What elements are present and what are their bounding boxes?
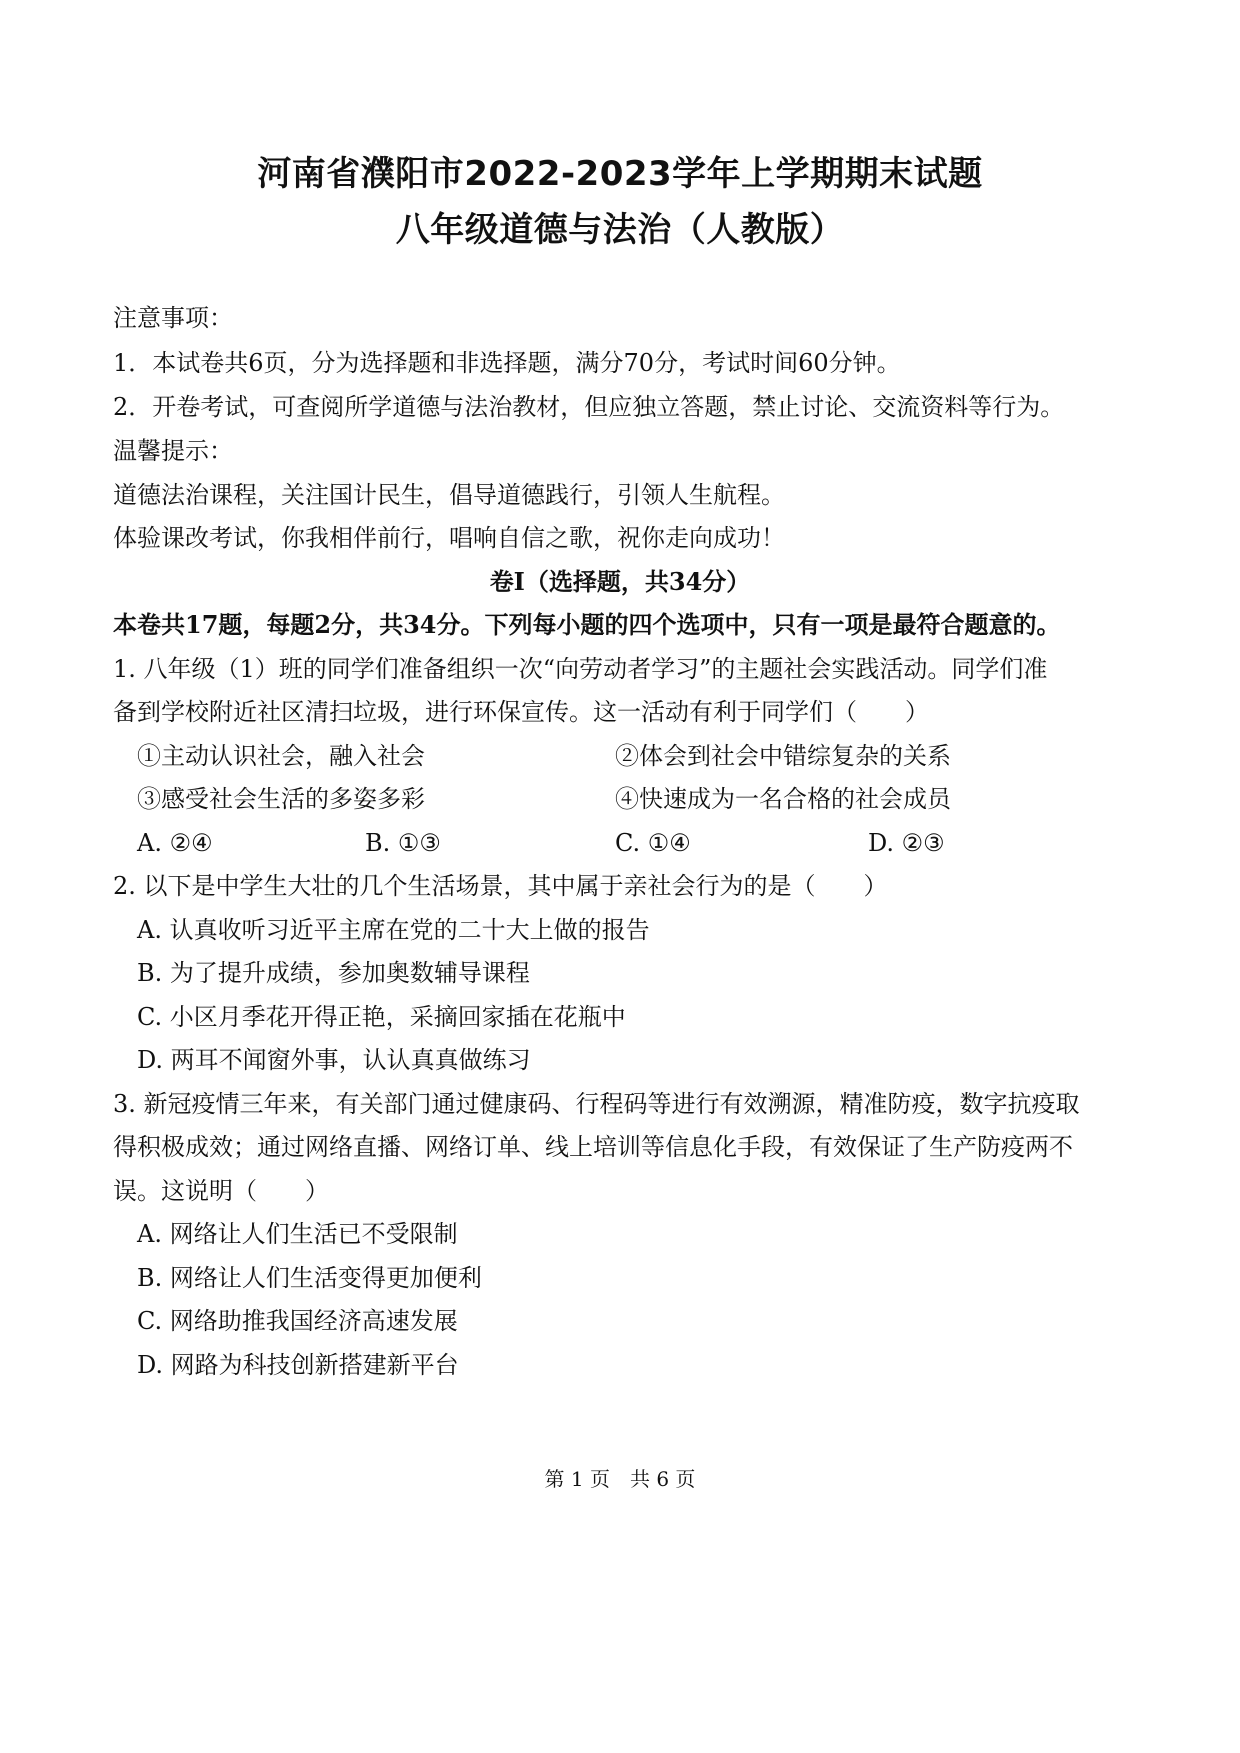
- notice-item: 2．开卷考试，可查阅所学道德与法治教材，但应独立答题，禁止讨论、交流资料等行为。: [113, 393, 1065, 421]
- question-statement: ④快速成为一名合格的社会成员: [615, 785, 951, 813]
- answer-option-d: D. ②③: [868, 829, 945, 857]
- question-stem: 1. 八年级（1）班的同学们准备组织一次“向劳动者学习”的主题社会实践活动。同学们准: [113, 655, 1048, 683]
- section-instruction: 本卷共17题，每题2分，共34分。下列每小题的四个选项中，只有一项是最符合题意的。: [113, 610, 1061, 639]
- answer-option-c: C. ①④: [615, 829, 691, 857]
- answer-option-b: B. 网络让人们生活变得更加便利: [137, 1264, 482, 1292]
- answer-option-b: B. ①③: [365, 829, 441, 857]
- question-stem: 3. 新冠疫情三年来，有关部门通过健康码、行程码等进行有效溯源，精准防疫，数字抗疫取: [113, 1090, 1080, 1118]
- exam-subtitle: 八年级道德与法治（人教版）: [395, 210, 845, 250]
- answer-option-d: D. 网路为科技创新搭建新平台: [137, 1351, 459, 1379]
- answer-option-a: A. 认真收听习近平主席在党的二十大上做的报告: [137, 916, 650, 944]
- question-stem: 备到学校附近社区清扫垃圾，进行环保宣传。这一活动有利于同学们（ ）: [113, 698, 929, 726]
- question-stem: 2. 以下是中学生大壮的几个生活场景，其中属于亲社会行为的是（ ）: [113, 872, 888, 900]
- page-number: 第 1 页 共 6 页: [544, 1467, 696, 1491]
- answer-option-c: C. 网络助推我国经济高速发展: [137, 1307, 458, 1335]
- answer-option-c: C. 小区月季花开得正艳，采摘回家插在花瓶中: [137, 1003, 626, 1031]
- answer-option-a: A. 网络让人们生活已不受限制: [137, 1220, 458, 1248]
- question-statement: ①主动认识社会，融入社会: [137, 742, 425, 770]
- exam-title: 河南省濮阳市2022-2023学年上学期期末试题: [257, 154, 983, 194]
- question-statement: ③感受社会生活的多姿多彩: [137, 785, 425, 813]
- notice-item: 1．本试卷共6页，分为选择题和非选择题，满分70分，考试时间60分钟。: [113, 349, 901, 377]
- tips-line: 道德法治课程，关注国计民生，倡导道德践行，引领人生航程。: [113, 481, 785, 509]
- section-title: 卷Ⅰ（选择题，共34分）: [489, 567, 751, 596]
- tips-line: 体验课改考试，你我相伴前行，唱响自信之歌，祝你走向成功！: [113, 524, 785, 552]
- notice-heading: 注意事项：: [113, 304, 233, 332]
- question-stem: 得积极成效；通过网络直播、网络订单、线上培训等信息化手段，有效保证了生产防疫两不: [113, 1133, 1073, 1161]
- answer-option-a: A. ②④: [137, 829, 213, 857]
- question-statement: ②体会到社会中错综复杂的关系: [615, 742, 951, 770]
- question-stem: 误。这说明（ ）: [113, 1177, 329, 1205]
- tips-heading: 温馨提示：: [113, 437, 233, 465]
- answer-option-b: B. 为了提升成绩，参加奥数辅导课程: [137, 959, 530, 987]
- answer-option-d: D. 两耳不闻窗外事，认认真真做练习: [137, 1046, 531, 1074]
